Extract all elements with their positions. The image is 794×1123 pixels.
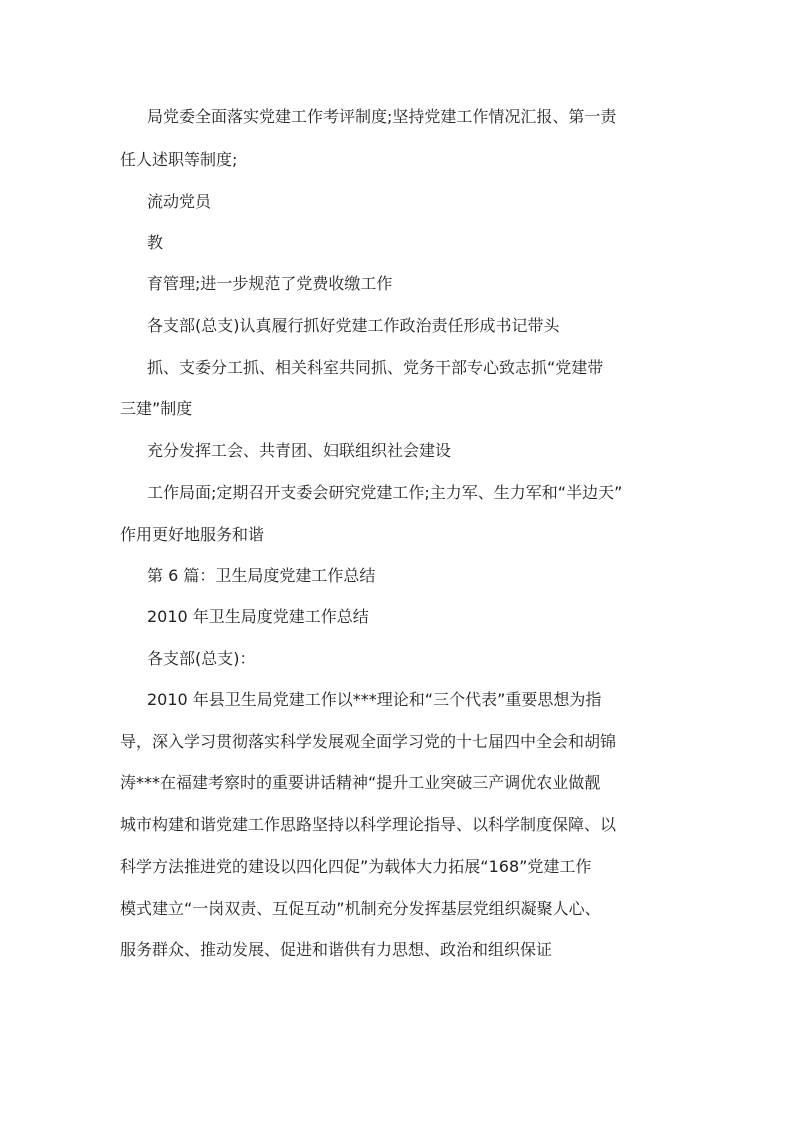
text-line-21: 服务群众、推动发展、促进和谐供有力思想、政治和组织保证 (120, 940, 553, 959)
text-line-3: 流动党员 (147, 192, 212, 211)
text-line-17: 涛***在福建考察时的重要讲话精神“提升工业突破三产调优农业做靓 (120, 773, 601, 792)
text-line-11: 作用更好地服务和谐 (120, 525, 265, 544)
section-heading: 第 6 篇：卫生局度党建工作总结 (147, 566, 376, 585)
text-line-7: 抓、支委分工抓、相关科室共同抓、党务干部专心致志抓“党建带 (147, 358, 604, 377)
text-line-1: 局党委全面落实党建工作考评制度;坚持党建工作情况汇报、第一责 (147, 107, 617, 126)
text-line-18: 城市构建和谐党建工作思路坚持以科学理论指导、以科学制度保障、以 (120, 815, 617, 834)
text-line-16: 导，深入学习贯彻落实科学发展观全面学习党的十七届四中全会和胡锦 (120, 732, 617, 751)
document-title: 2010 年卫生局度党建工作总结 (147, 607, 369, 626)
text-line-2: 任人述职等制度; (120, 150, 238, 169)
text-line-15: 2010 年县卫生局党建工作以***理论和“三个代表”重要思想为指 (147, 690, 602, 709)
text-line-9: 充分发挥工会、共青团、妇联组织社会建设 (147, 441, 452, 460)
text-line-4: 教 (147, 233, 164, 252)
text-line-5: 育管理;进一步规范了党费收缴工作 (147, 274, 393, 293)
text-line-10: 工作局面;定期召开支委会研究党建工作;主力军、生力军和“半边天” (147, 483, 623, 502)
text-line-6: 各支部(总支)认真履行抓好党建工作政治责任形成书记带头 (147, 316, 560, 335)
text-line-19: 科学方法推进党的建设以四化四促”为载体大力拓展“168”党建工作 (120, 857, 592, 876)
salutation: 各支部(总支)： (147, 649, 256, 668)
text-line-8: 三建”制度 (120, 399, 193, 418)
text-line-20: 模式建立“一岗双责、互促互动”机制充分发挥基层党组织凝聚人心、 (120, 899, 601, 918)
